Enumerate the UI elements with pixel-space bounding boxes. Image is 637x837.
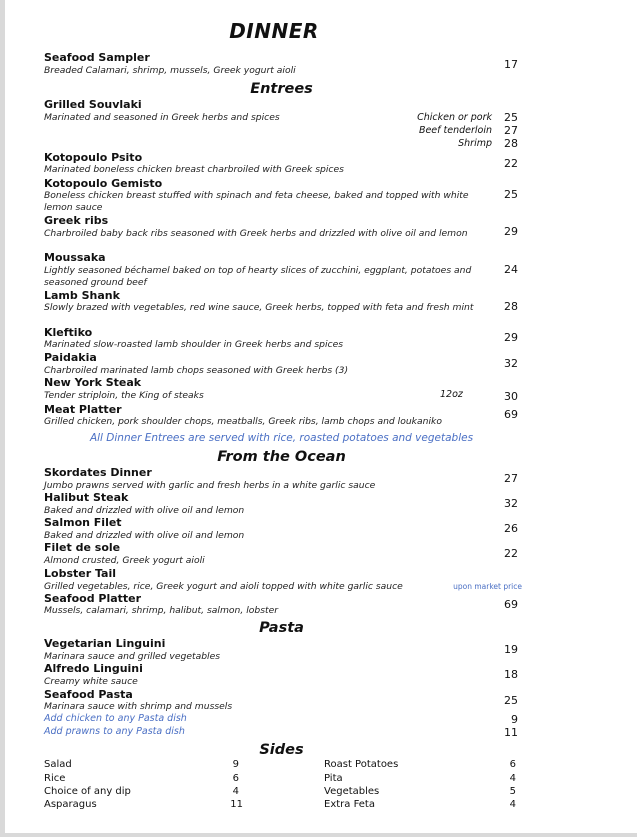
item-name: Skordates Dinner [44,466,152,479]
item-description: Baked and drizzled with olive oil and lemon [44,505,245,516]
item-name: Salmon Filet [44,516,122,529]
item-description: Marinara sauce with shrimp and mussels [44,701,233,712]
item-price: 69 [504,598,518,611]
page-bottom-edge [0,833,637,837]
item-price: 32 [504,497,518,510]
item-name: Kleftiko [44,326,93,339]
item-description: Marinated and seasoned in Greek herbs and spices [44,112,280,123]
option-price: 27 [504,124,518,137]
side-price: 4 [509,773,516,784]
item-name: Vegetarian Linguini [44,637,166,650]
item-price: 25 [504,694,518,707]
item-description: Slowly brazed with vegetables, red wine sauce, Greek herbs, topped with feta and fresh mint [44,302,474,313]
item-description: Marinated boneless chicken breast charbroiled with Greek spices [44,164,344,175]
item-name: Filet de sole [44,541,121,554]
item-price: 25 [504,188,518,201]
pasta-addon: Add chicken to any Pasta dish [44,713,187,724]
section-heading-ocean: From the Ocean [217,449,346,465]
item-price: 29 [504,225,518,238]
item-description: Charbroiled baby back ribs seasoned with Greek herbs and drizzled with olive oil and lemon [44,228,468,239]
item-price: 27 [504,472,518,485]
item-name: Halibut Steak [44,491,129,504]
page-left-edge [0,0,5,837]
option-price: 28 [504,137,518,150]
item-price: 26 [504,522,518,535]
item-name: Lamb Shank [44,289,120,302]
side-price: 4 [509,799,516,810]
item-name: Lobster Tail [44,567,117,580]
side-item: Salad [44,759,72,770]
item-price: 22 [504,157,518,170]
side-item: Choice of any dip [44,786,131,797]
item-price: 30 [504,390,518,403]
item-description: Jumbo prawns served with garlic and fresh herbs in a white garlic sauce [44,480,376,491]
item-name: Seafood Sampler [44,51,150,64]
item-description: Marinara sauce and grilled vegetables [44,651,221,662]
option-label: Chicken or pork [417,112,492,123]
side-price: 9 [232,759,239,770]
option-label: Shrimp [458,138,492,149]
side-item: Extra Feta [324,799,375,810]
item-name: Seafood Platter [44,592,142,605]
item-description: Baked and drizzled with olive oil and lemon [44,530,245,541]
item-name: Kotopoulo Psito [44,151,143,164]
item-price: 19 [504,643,518,656]
item-name: Grilled Souvlaki [44,98,142,111]
item-description: Tender striploin, the King of steaks [44,390,204,401]
option-price: 25 [504,111,518,124]
item-name: Greek ribs [44,214,109,227]
addon-price: 11 [504,726,518,739]
side-price: 5 [509,786,516,797]
item-name: Paidakia [44,351,97,364]
item-description: Lightly seasoned béchamel baked on top of hearty slices of zucchini, eggplant, potatoes and seasoned ground beef [44,265,472,288]
item-price: 69 [504,408,518,421]
item-price: 17 [504,58,518,71]
side-item: Roast Potatoes [324,759,399,770]
item-name: Moussaka [44,251,106,264]
section-heading-pasta: Pasta [259,620,304,636]
item-price: 32 [504,357,518,370]
pasta-addon: Add prawns to any Pasta dish [44,726,185,737]
item-description: Almond crusted, Greek yogurt aioli [44,555,205,566]
item-price: 18 [504,668,518,681]
side-item: Vegetables [324,786,380,797]
item-description: Mussels, calamari, shrimp, halibut, salmon, lobster [44,605,279,616]
item-price: 29 [504,331,518,344]
item-description: Creamy white sauce [44,676,138,687]
side-price: 4 [232,786,239,797]
item-name: Alfredo Linguini [44,662,143,675]
menu-title: DINNER [229,19,319,43]
side-item: Rice [44,773,66,784]
item-name: Seafood Pasta [44,688,133,701]
section-heading-entrees: Entrees [250,81,313,97]
side-price: 6 [232,773,239,784]
addon-price: 9 [511,713,518,726]
side-price: 6 [509,759,516,770]
entrees-note: All Dinner Entrees are served with rice, roasted potatoes and vegetables [89,432,474,444]
item-price: 28 [504,300,518,313]
item-description: Boneless chicken breast stuffed with spinach and feta cheese, baked and topped with white lemon sauce [44,190,469,213]
side-item: Pita [324,773,343,784]
item-name: Kotopoulo Gemisto [44,177,163,190]
side-price: 11 [230,799,243,810]
item-description: Grilled chicken, pork shoulder chops, meatballs, Greek ribs, lamb chops and loukaniko [44,416,442,427]
item-description: Charbroiled marinated lamb chops seasoned with Greek herbs (3) [44,365,349,376]
item-size: 12oz [440,389,463,400]
item-description: Marinated slow-roasted lamb shoulder in Greek herbs and spices [44,339,344,350]
item-description: Grilled vegetables, rice, Greek yogurt and aioli topped with white garlic sauce [44,581,403,592]
side-item: Asparagus [44,799,97,810]
option-label: Beef tenderloin [418,125,492,136]
section-heading-sides: Sides [259,742,304,758]
market-price-note: upon market price [453,582,522,591]
item-description: Breaded Calamari, shrimp, mussels, Greek yogurt aioli [44,65,296,76]
item-name: Meat Platter [44,403,122,416]
item-price: 24 [504,263,518,276]
item-price: 22 [504,547,518,560]
item-name: New York Steak [44,376,142,389]
